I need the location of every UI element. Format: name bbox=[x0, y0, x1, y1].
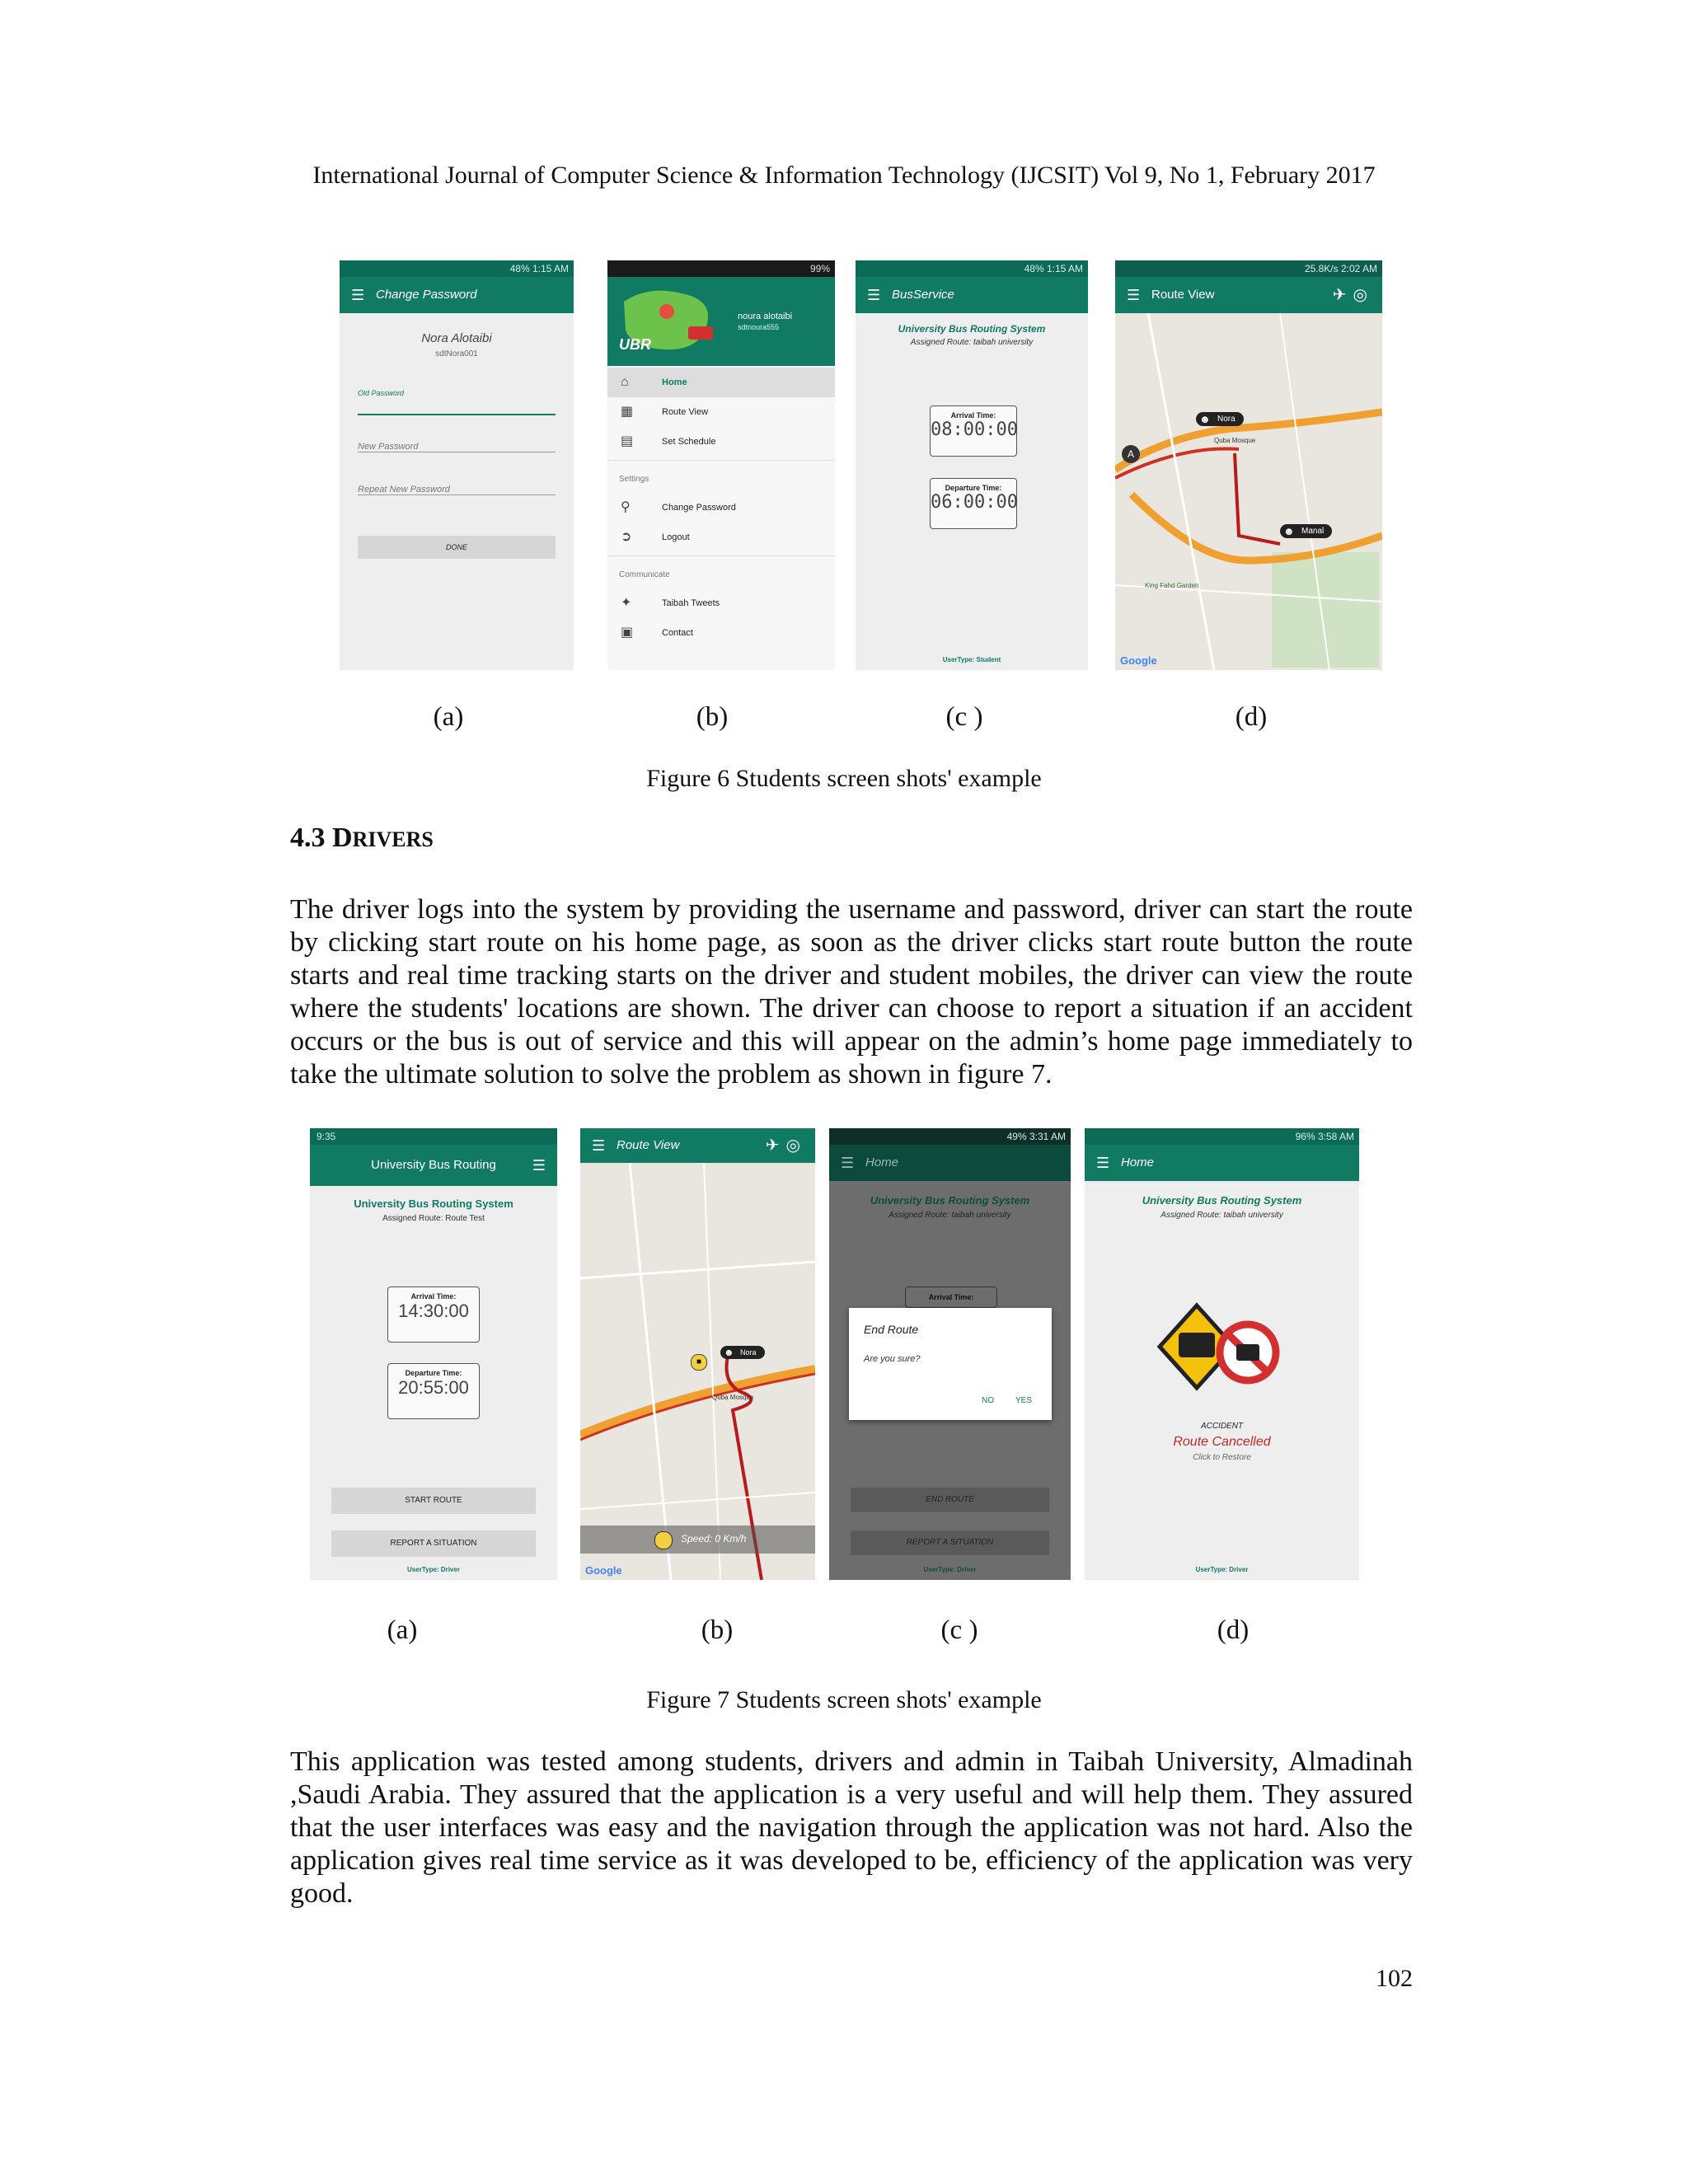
communicate-heading: Communicate bbox=[619, 570, 670, 579]
user-name: Nora Alotaibi bbox=[421, 331, 492, 345]
app-bar-title: Route View bbox=[617, 1138, 680, 1152]
drawer-item-taibah-tweets[interactable]: ✦ Taibah Tweets bbox=[607, 588, 835, 618]
map-icon: ▦ bbox=[621, 405, 634, 419]
menu-icon: ☰ bbox=[867, 287, 881, 303]
end-route-dialog bbox=[849, 1308, 1052, 1420]
drawer-header bbox=[607, 277, 835, 366]
fig6-label-b: (b) bbox=[696, 702, 729, 732]
new-password-field[interactable]: New Password bbox=[358, 442, 556, 452]
app-bar-title: Home bbox=[865, 1155, 899, 1169]
app-title: University Bus Routing System bbox=[870, 1194, 1030, 1207]
end-route-button[interactable]: END ROUTE bbox=[851, 1488, 1049, 1512]
drawer-item-contact[interactable]: ▣ Contact bbox=[607, 618, 835, 648]
departure-value: 20:55:00 bbox=[398, 1377, 469, 1398]
assigned-route: Assigned Route: taibah university bbox=[1160, 1211, 1283, 1220]
section-heading: 4.3 DRIVERS bbox=[290, 823, 434, 853]
app-bar bbox=[856, 277, 1088, 313]
menu-icon: ☰ bbox=[1096, 1155, 1110, 1171]
app-bar bbox=[829, 1145, 1071, 1181]
satellite-icon[interactable]: ✈ bbox=[1332, 286, 1353, 304]
drawer-item-change-password[interactable]: ⚲ Change Password bbox=[607, 493, 835, 523]
menu-icon[interactable]: ☰ bbox=[532, 1157, 546, 1174]
drawer-item-set-schedule[interactable]: ▤ Set Schedule bbox=[607, 427, 835, 457]
paragraph-testing: This application was tested among students, drivers and admin in Taibah University, Almadinah ,Saudi Arabia. They assured that the application is a very useful and will help them. They assured that the user interfaces was easy and the navigation through the application was not hard. Also the application gives real time service as it was developed to be, efficiency of the application was very good. bbox=[290, 1746, 1413, 1909]
marker-a[interactable]: A bbox=[1122, 445, 1140, 463]
arrival-label: Arrival Time: bbox=[905, 1286, 997, 1308]
departure-label: Departure Time: bbox=[945, 484, 1002, 492]
app-title: University Bus Routing System bbox=[1142, 1194, 1302, 1207]
fig6a-screenshot bbox=[340, 260, 574, 670]
bus-icon: ■ bbox=[691, 1354, 707, 1371]
report-situation-button[interactable]: REPORT A SITUATION bbox=[331, 1530, 536, 1557]
status-bar: 25.8K/s 2:02 AM bbox=[1115, 260, 1382, 277]
locate-icon[interactable]: ◎ bbox=[785, 1137, 807, 1155]
key-icon: ⚲ bbox=[621, 500, 631, 514]
home-icon: ⌂ bbox=[621, 375, 629, 389]
drawer-user-name: noura alotaibi bbox=[738, 312, 793, 321]
app-bar-title: University Bus Routing bbox=[371, 1158, 496, 1172]
fig6-label-d: (d) bbox=[1235, 702, 1268, 732]
bus-icon bbox=[654, 1531, 673, 1549]
departure-value: 06:00:00 bbox=[931, 492, 1018, 513]
satellite-icon[interactable]: ✈ bbox=[765, 1137, 786, 1155]
map-view[interactable] bbox=[580, 1163, 815, 1580]
status-bar: 48% 1:15 AM bbox=[856, 260, 1088, 277]
app-bar bbox=[1115, 277, 1382, 313]
fig6-label-c: (c ) bbox=[945, 702, 983, 732]
status-bar: 49% 3:31 AM bbox=[829, 1128, 1071, 1145]
fig7c-screenshot bbox=[829, 1128, 1071, 1580]
user-type: UserType: Driver bbox=[407, 1566, 460, 1573]
fig7-label-a: (a) bbox=[387, 1615, 418, 1645]
fig7b-screenshot bbox=[580, 1128, 815, 1580]
assigned-route: Assigned Route: taibah university bbox=[910, 338, 1034, 347]
departure-time-box bbox=[930, 478, 1017, 529]
app-bar-title: Route View bbox=[1151, 288, 1215, 302]
route-cancelled-label: Route Cancelled bbox=[1173, 1435, 1271, 1449]
user-type: UserType: Driver bbox=[923, 1566, 977, 1573]
no-button[interactable]: NO bbox=[982, 1396, 994, 1405]
logo-text: UBR bbox=[619, 336, 651, 353]
bus-cancelled-icon[interactable] bbox=[1156, 1301, 1287, 1392]
settings-heading: Settings bbox=[619, 475, 649, 484]
app-bar-title: BusService bbox=[892, 288, 954, 302]
departure-label: Departure Time: bbox=[405, 1369, 462, 1377]
menu-icon: ☰ bbox=[841, 1155, 855, 1171]
user-icon: ☻ bbox=[1283, 525, 1295, 537]
fig7-label-d: (d) bbox=[1217, 1615, 1250, 1645]
dialog-title: End Route bbox=[864, 1323, 919, 1336]
assigned-route: Assigned Route: taibah university bbox=[889, 1211, 1011, 1220]
place-label: Quba Mosque bbox=[712, 1394, 754, 1401]
report-situation-button[interactable]: REPORT A SITUATION bbox=[851, 1530, 1049, 1555]
student-pin-nora[interactable]: ☻ Nora bbox=[1196, 412, 1244, 426]
fig7-label-c: (c ) bbox=[940, 1615, 978, 1645]
user-icon: ☻ bbox=[724, 1347, 734, 1358]
yes-button[interactable]: YES bbox=[1015, 1396, 1032, 1405]
map-view[interactable] bbox=[1115, 313, 1382, 670]
status-bar: 96% 3:58 AM bbox=[1085, 1128, 1359, 1145]
fig7a-screenshot bbox=[310, 1128, 557, 1580]
drawer-user-id: sdtnoura555 bbox=[738, 323, 780, 331]
status-bar: 99% bbox=[607, 260, 835, 277]
status-bar: 9:35 bbox=[310, 1128, 557, 1145]
fig6d-screenshot bbox=[1115, 260, 1382, 670]
arrival-time-box bbox=[930, 405, 1017, 457]
menu-icon: ☰ bbox=[351, 287, 365, 303]
user-type: UserType: Driver bbox=[1195, 1566, 1249, 1573]
arrival-label: Arrival Time: bbox=[950, 411, 996, 419]
user-type: UserType: Student bbox=[942, 656, 1001, 663]
menu-icon: ☰ bbox=[1127, 287, 1141, 303]
fig6c-screenshot bbox=[856, 260, 1088, 670]
student-pin-nora[interactable]: ☻ Nora bbox=[720, 1346, 765, 1359]
speed-readout: Speed: 0 Km/h bbox=[681, 1533, 747, 1544]
figure-7-caption: Figure 7 Students screen shots' example bbox=[646, 1686, 1042, 1713]
student-pin-manal[interactable]: ☻ Manal bbox=[1280, 524, 1332, 538]
old-password-field[interactable] bbox=[358, 401, 556, 415]
journal-header: International Journal of Computer Science & Information Technology (IJCSIT) Vol 9, No 1, February 2017 bbox=[312, 162, 1376, 189]
menu-icon: ☰ bbox=[592, 1137, 606, 1154]
google-logo: Google bbox=[1120, 654, 1157, 667]
map-roads bbox=[1115, 313, 1382, 670]
app-bar-title: Change Password bbox=[376, 288, 477, 302]
place-label: King Fahd Garden bbox=[1145, 582, 1199, 589]
figure-6-caption: Figure 6 Students screen shots' example bbox=[646, 765, 1042, 792]
start-route-button[interactable]: START ROUTE bbox=[331, 1488, 536, 1514]
map-roads bbox=[580, 1163, 815, 1580]
arrival-label: Arrival Time: bbox=[410, 1292, 457, 1301]
twitter-icon: ✦ bbox=[621, 596, 632, 610]
app-bar-actions bbox=[1333, 277, 1374, 313]
drawer-item-route-view[interactable]: ▦ Route View bbox=[607, 397, 835, 427]
paragraph-drivers: The driver logs into the system by providing the username and password, driver can start the route by clicking start route on his home page, as soon as the driver clicks start route button the route starts and real time tracking starts on the driver and student mobiles, the driver can view the route where the students' locations are shown. The driver can choose to report a situation if an accident occurs or the bus is out of service and this will appear on the admin’s home page immediately to take the ultimate solution to solve the problem as shown in figure 7. bbox=[290, 894, 1413, 1090]
drawer-item-home[interactable]: ⌂ Home bbox=[607, 368, 835, 397]
app-bar bbox=[1085, 1145, 1359, 1181]
google-logo: Google bbox=[585, 1564, 622, 1577]
locate-icon[interactable]: ◎ bbox=[1353, 286, 1374, 304]
old-password-label: Old Password bbox=[358, 389, 405, 397]
app-bar bbox=[310, 1145, 557, 1186]
app-bar-actions bbox=[766, 1128, 807, 1163]
user-icon: ☻ bbox=[1199, 413, 1211, 425]
arrival-value: 14:30:00 bbox=[398, 1301, 469, 1321]
contact-card-icon: ▣ bbox=[621, 626, 634, 640]
app-title: University Bus Routing System bbox=[898, 323, 1046, 335]
fig7-label-b: (b) bbox=[701, 1615, 734, 1645]
arrival-value: 08:00:00 bbox=[931, 419, 1018, 440]
accident-label: ACCIDENT bbox=[1200, 1422, 1244, 1431]
arrival-time-box bbox=[387, 1286, 480, 1343]
app-bar bbox=[580, 1128, 815, 1163]
departure-time-box bbox=[387, 1363, 480, 1419]
click-to-restore-link[interactable]: Click to Restore bbox=[1193, 1453, 1251, 1462]
drawer-item-logout[interactable]: ➲ Logout bbox=[607, 523, 835, 552]
user-id: sdtNora001 bbox=[435, 349, 478, 359]
repeat-password-field[interactable]: Repeat New Password bbox=[358, 485, 556, 495]
logout-icon: ➲ bbox=[621, 530, 632, 544]
assigned-route: Assigned Route: Route Test bbox=[382, 1214, 485, 1223]
calendar-icon: ▤ bbox=[621, 434, 634, 448]
fig6-label-a: (a) bbox=[433, 702, 464, 732]
speed-bar bbox=[580, 1526, 815, 1554]
app-bar bbox=[340, 277, 574, 313]
fig7d-screenshot bbox=[1085, 1128, 1359, 1580]
done-button[interactable]: DONE bbox=[358, 536, 556, 559]
fig6b-screenshot bbox=[607, 260, 835, 670]
dialog-message: Are you sure? bbox=[864, 1354, 921, 1364]
app-bar-title: Home bbox=[1121, 1155, 1155, 1169]
app-title: University Bus Routing System bbox=[354, 1197, 513, 1210]
place-label: Quba Mosque bbox=[1214, 437, 1256, 444]
page-number: 102 bbox=[1376, 1965, 1413, 1992]
status-bar: 48% 1:15 AM bbox=[340, 260, 574, 277]
